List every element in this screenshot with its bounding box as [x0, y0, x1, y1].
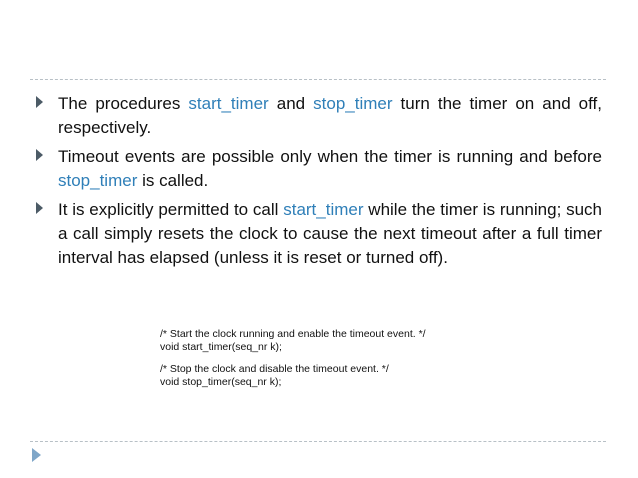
code-declaration: void stop_timer(seq_nr k);: [160, 376, 282, 388]
code-keyword: stop_timer: [58, 171, 138, 190]
bullet-item: [36, 92, 602, 140]
code-declaration: void start_timer(seq_nr k);: [160, 341, 282, 353]
triangle-bullet-icon: [36, 202, 43, 214]
code-keyword: start_timer: [283, 200, 364, 219]
code-comment: /* Start the clock running and enable the timeout event. */: [160, 328, 426, 340]
text-run: and: [268, 94, 314, 113]
text-run: turn the timer on and off, respectively.: [58, 94, 602, 137]
bullet-text: [58, 94, 602, 137]
triangle-bullet-icon: [36, 96, 43, 108]
code-keyword: start_timer: [188, 94, 269, 113]
code-snippet: [160, 328, 426, 389]
bullet-text: [58, 200, 602, 267]
bullet-text: [58, 147, 602, 190]
code-keyword: stop_timer: [313, 94, 393, 113]
text-run: is called.: [137, 171, 209, 190]
code-comment: /* Stop the clock and disable the timeout event. */: [160, 363, 389, 375]
text-run: It is explicitly permitted to call: [58, 200, 284, 219]
bullet-item: [36, 145, 602, 193]
bullet-item: [36, 198, 602, 270]
text-run: The procedures: [58, 94, 189, 113]
next-slide-arrow-icon[interactable]: [32, 448, 41, 462]
text-run: while the timer is running; such a call simply resets the clock to cause the next timeout after a full timer interval has elapsed (unless it is reset or turned off).: [58, 200, 602, 267]
triangle-bullet-icon: [36, 149, 43, 161]
top-divider: [30, 79, 606, 80]
text-run: Timeout events are possible only when the timer is running and before: [58, 147, 602, 166]
bullet-list: [36, 92, 602, 275]
bottom-divider: [30, 441, 606, 442]
